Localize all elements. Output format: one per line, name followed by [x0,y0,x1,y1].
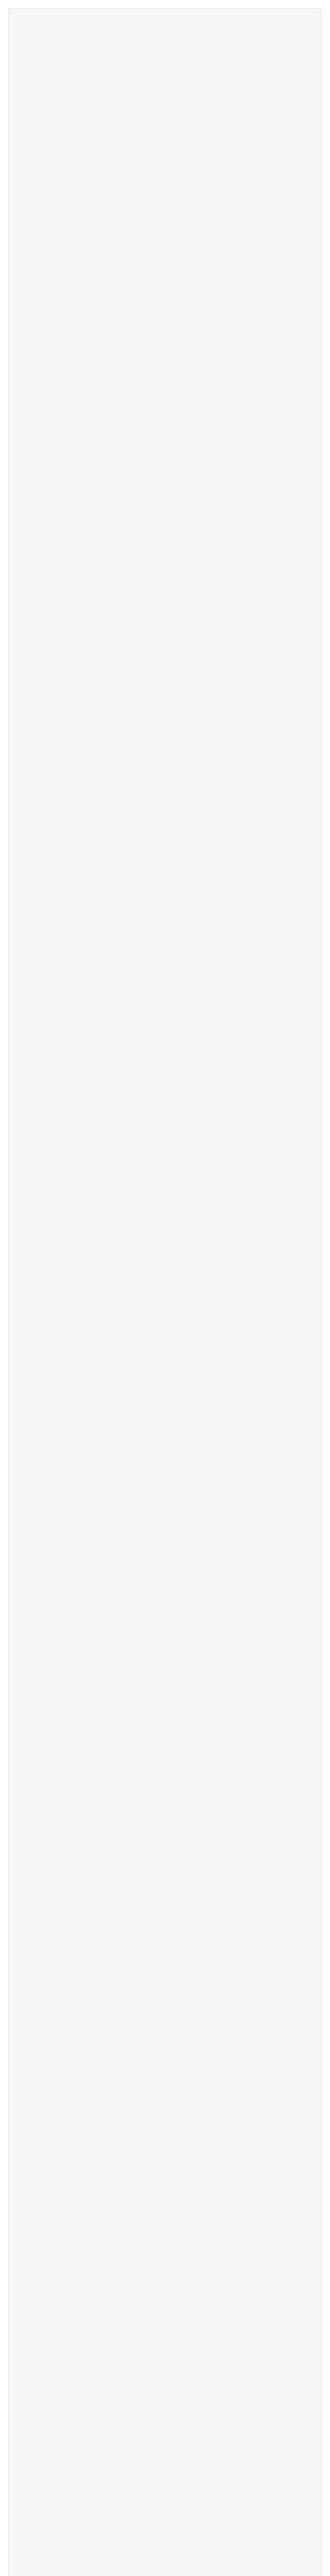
content-block [8,8,322,2576]
